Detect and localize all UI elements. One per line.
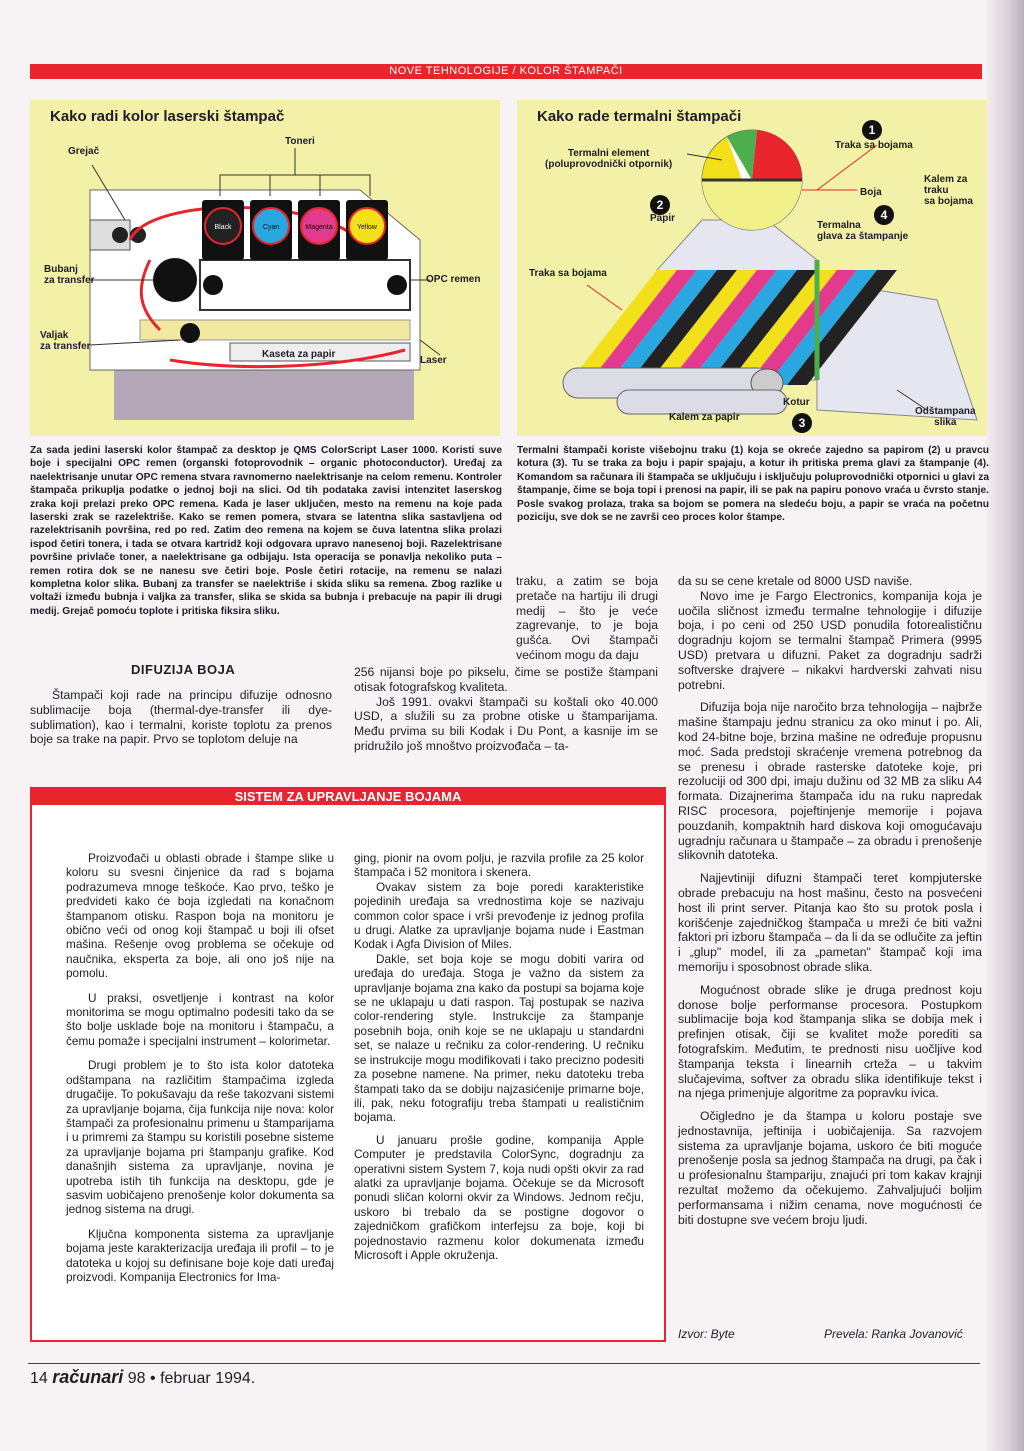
bullet-icon: • — [150, 1370, 156, 1387]
ribbon-left-pointer-line — [587, 285, 622, 310]
marker-1-text: 1 — [868, 123, 876, 137]
difuzija-paragraph-1: Štampači koji rade na principu difuzije odnosno sublimacije boja (thermal-dye-transfer ili dye-sublimation), kao i termalni, koriste toplotu za prenos boje sa trake na papir. Prvo se toplotom deluje na — [30, 688, 332, 747]
sistem-col2-p3: Dakle, set boja koje se mogu dobiti varira od uređaja do uređaja. Stoga je važno da sistem za upravljanje bojama zna kako da postupi sa bojama koje se ne uklapaju u dati raspon. Taj postupak se naziva color-rendering style. Instrukcije za štampanje posebnih boja, onih koje se ne uklapaju u standardni set, se nalaze u rečniku za color-rendering. U rečniku se instrukcije mogu modifikovati i tako precizno podesiti za posebne namene. Na primer, neku datoteku treba štampati tako da se dobiju najzasićenije primarne boje, ili, pak, neku fotografiju treba štampati u realističnim bojama. — [354, 951, 644, 1125]
heater-roller-a — [112, 227, 128, 243]
sistem-col1-p1: Proizvođači u oblasti obrade i štampe slike u koloru su svesni činjenice da rad s bojama podrazumeva mnoge teškoće. Kao prvo, teško je predvideti kako će boja izgledati na konačnom štampanom otisku. Raspon boja na monitoru je obično veći od onog koji štampač u boji ili ofset mašina. Rešenje ovog problema se očekuje od naučnika, eksperta za boje, ali ono još nije na pomolu. — [66, 851, 334, 981]
translator-credit: Prevela: Ranka Jovanović — [824, 1327, 963, 1341]
belt-roller-left — [203, 275, 223, 295]
difuzija-title: DIFUZIJA BOJA — [131, 662, 236, 677]
toner-label-cyan: Cyan — [262, 224, 280, 231]
transfer-drum — [153, 258, 197, 302]
ribbon-pointer-line — [817, 145, 877, 190]
right-paragraph-3: Difuzija boja nije naročito brza tehnologija – najbrže mašine štampaju jednu stranicu za oko minut i po. Ali, kod 24-bitne boje, brzina mašine ne određuje propusnu moć. Sada predstoji skraćenje vremena potrebnog da se prenesu i obrade rasterske datoteke koje, pri rezoluciji od 300 dpi, imaju dužinu od 32 MB za sliku A4 formata. Dizajnerima štampača idu na ruku napredak RISC procesora, pojeftinjenje memorije i pojava pouzdanih, kompaktnih hard diskova koji omogućavaju ugradnju računara u štampače – za obradu i prenošenje slikovnih datoteka. — [678, 700, 982, 863]
label-ribbon-1: Traka sa bojama — [835, 140, 913, 151]
sistem-col1-p2: U praksi, osvetljenje i kontrast na kolor monitorima se mogu optimalno podesiti tako da se što bolje uskladе boje na monitoru i štampaču, a čemu pomaže i specijalni instrument – kolorimetar. — [66, 990, 334, 1048]
sistem-box — [30, 787, 666, 1342]
sistem-col2-p1: ging, pionir na ovom polju, je razvila profile za 25 kolor štampača i 52 monitora i skenera. — [354, 851, 644, 880]
footer-rule — [28, 1363, 980, 1364]
label-toners: Toneri — [285, 136, 315, 147]
toner-label-yellow: Yellow — [357, 224, 377, 231]
sistem-col1-p3: Drugi problem je to što ista kolor datoteka odštampana na različitim štampačima izgleda drugačije. To pokušavaju da reše takozvani sistemi za upravljanje bojama, čija funkcija nije nova: kolor štampači za profesionalnu primenu u štamparijama i u primremi za štampu su koristili posebne sisteme za upravljanje bojama pri štampanju grafike. Kod današnjih sistema za upravljanje, novina je upotreba istih tih funkcija na desktopu, gde je sasvim uobičajeno prenošenje kolor dokumenta sa jednog sistema na drugi. — [66, 1058, 334, 1217]
label-laser: Laser — [420, 355, 447, 366]
difuzija-col-1 — [30, 688, 332, 747]
laser-printer-figure — [30, 100, 500, 436]
label-ribbon-reel: Kalem za traku sa bojama — [924, 174, 973, 207]
sistem-col-1 — [66, 851, 334, 1284]
sistem-title: SISTEM ZA UPRAVLJANJE BOJAMA — [32, 789, 664, 805]
printer-base — [114, 370, 414, 420]
toner-label-black: Black — [214, 224, 232, 231]
laser-pointer-line — [420, 340, 440, 355]
toner-pointer-lines — [220, 148, 370, 196]
label-paper-cassette: Kaseta za papir — [262, 349, 336, 360]
label-transfer-drum: Bubanj za transfer — [44, 264, 95, 286]
right-paragraph-1: da su se cene kretale od 8000 USD naviše. — [678, 574, 913, 588]
page-edge — [986, 0, 1024, 1451]
sistem-col2-p4: U januaru prošle godine, kompanija Apple Computer je predstavila ColorSync, dogradnju za operativni sistem System 7, koja nudi opšti okvir za rad alatki za upravljanje bojama. Očekuje se da Microsoft ponudi sličan kolorni okvir za Windows. Jednom rečju, uskoro bi trebalo da se postigne dogovor o zajedničkom grafičkom interfejsu za boje, koji bi pojednostavio razmenu kolor dokumenata između Microsoft i Apple okruženja. — [354, 1132, 644, 1262]
issue-date: februar 1994. — [160, 1370, 256, 1387]
right-paragraph-5: Mogućnost obrade slike je druga prednost koju donose bolje performanse procesora. Postupkom sublimacije boja kod štampanja slika se dobija mek i prefinjen otisak, čiji se kvalitet može porediti sa fotografskim. Međutim, te prednosti nisu uočljive kod štampanja teksta i linearnih crteža – u takvim slučajevima, softver za obradu slika identifikuje tekst i na njega primenjuje algoritme za popravku ivica. — [678, 982, 982, 1101]
footer — [30, 1366, 255, 1390]
label-paper: Papir — [650, 213, 676, 224]
right-column — [678, 574, 982, 1227]
laser-figure-title: Kako radi kolor laserski štampač — [50, 108, 285, 125]
label-opc-belt: OPC remen — [426, 274, 481, 285]
magazine-name: računari — [52, 1367, 124, 1387]
belt-roller-right — [387, 275, 407, 295]
laser-caption: Za sada jedini laserski kolor štampač za desktop je QMS ColorScript Laser 1000. Koristi suve boje i specijalni OPC remen (organski fotoprovodnik – organic photoconductor). Uređaj za naelektrisanje unutar OPC remena stvara ravnomerno naelektrisanje na celom remenu. Kontroler štampača prikuplja podatke o jednoj boji na slici. Od tih podataka zavisi intenzitet laserskog zraka koji prelazi preko OPC remena. Kada je laser uključen, mesto na remenu na koje pada laserski zrak se razelektriše. Kako se remen pomera, stvara se latentna slika sastavljena od razelektrisanih površina, red po red. Zatim deo remena na kojem se čuva latentna slika prolazi ispod četiri tonera, i tada se otvara kartridž koji odgovara upravo nanesenoj boji. Razelektrisane površine privlače toner, a naelektrisane ga odbijaju. Ista operacija se ponavlja nekoliko puta – remen rotira dok se ne nanesu sve četiri boje. Posle četiri rotacije, na remenu se nalazi kompletna kolor slika. Bubanj za transfer se naelektriše i skida sliku sa remena. Zbog razlike u voltaži između bubnja i valjka za transfer, slika se skida sa bubnja i prebacuje na papir ili drugi medij. Grejač pomoću toplote i pritiska fiksira sliku. — [30, 445, 502, 617]
toner-label-magenta: Magenta — [305, 224, 333, 231]
sistem-col1-p4: Ključna komponenta sistema za upravljanje bojama jeste karakterizacija uređaja ili profil – to je datoteka u kojoj su definisane boje koje dati uređaj proizvodi. Kompanija Electronics for Ima- — [66, 1226, 334, 1284]
right-paragraph-4: Najjevtiniji difuzni štampači teret kompjuterske obrade prebacuju na host mašinu, često na posvećeni host ili print server. Pitanja kao što su protok posla i korišćenje zajedničkog štampača u mreži će biti važni faktori pri izboru štampača – da li da se odlučite za jeftin i „glup" model, ili za „pametan" štampač koji ima memoriju i sposobnost obrade slika. — [678, 871, 982, 974]
difuzija-paragraph-2c: Još 1991. ovakvi štampači su koštali oko 40.000 USD, a služili su za probne otiske u štamparijama. Među prvima su bili Kodak i Du Pont, a kasnije im se pridružilo još mnoštvo proizvođača – ta- — [354, 694, 658, 753]
label-transfer-roller: Valjak za transfer — [40, 330, 91, 352]
label-platen: Kotur — [783, 397, 810, 408]
right-paragraph-2: Novo ime je Fargo Electronics, kompanija koja je uočila sličnost između termalne tehnologije i difuzije boja, i po ceni od 250 USD ponudila fotorealističnu dogradnju kojom se termalni štampač Primera (9995 USD) pretvara u difuzni. Paket za dogradnju sadrži softverske drajvere – nikakvi hardverski zahvati nisu potrebni. — [678, 588, 982, 692]
difuzija-paragraph-2a: traku, a zatim se boja pretače na hartiju ili drugi medij – što je veće zagrevanje, to je boja gušća. Ovi štampači većinom mogu da daju — [516, 574, 658, 662]
difuzija-col-2 — [354, 665, 658, 754]
transfer-roller — [180, 323, 200, 343]
issue-number: 98 — [127, 1370, 146, 1387]
thermal-printer-figure — [517, 100, 987, 436]
marker-3-text: 3 — [798, 416, 806, 430]
sistem-col2-p2: Ovakav sistem za boje poredi karakteristike pojedinih uređaja sa vrednostima koje se nazivaju common color space i vrši prevođenje iz jednog profila u drugi. Alatke za upravljanje bojama nude i Eastman Kodak i Agfa Division of Miles. — [354, 879, 644, 952]
page-number: 14 — [30, 1370, 48, 1387]
marker-2-text: 2 — [656, 198, 664, 212]
thermal-caption: Termalni štampači koriste višebojnu traku (1) koja se okreće zajedno sa papirom (2) u pravcu kotura (3). Tu se traka za boju i papir spajaju, a kotur ih pritiska prema glavi za štampanje (4). Komandom sa računara ili štampača se uključuju i isključuju poluprovodnički otpornici u glavi za štampanje, čime se boja topi i prenosi na papir, ili se pak na papiru ponovo vraća u čvrsto stanje. Posle svakog prolaza, traka sa bojom se pomera na sledeću boju, a papir se vraća na početnu poziciju, sve dok se ne završi ceo proces kolor štampe. — [517, 445, 989, 524]
paper-reel-lower — [617, 390, 787, 414]
laser-printer-diagram — [30, 100, 500, 436]
label-print-head: Termalna glava za štampanje — [817, 220, 909, 242]
marker-4-text: 4 — [880, 208, 888, 222]
label-paper-reel: Kalem za papir — [669, 412, 740, 423]
source-credit: Izvor: Byte — [678, 1327, 735, 1341]
label-printed-image: Odštampana slika — [915, 406, 976, 428]
difuzija-paragraph-2b: 256 nijansi boje po pikselu, čime se postiže štampani otisak fotografskog kvaliteta. — [354, 665, 658, 694]
label-boja: Boja — [860, 187, 882, 198]
difuzija-col-2a — [516, 574, 658, 663]
label-heater: Grejač — [68, 146, 100, 157]
ribbon-red — [752, 130, 802, 180]
sistem-col-2 — [354, 851, 644, 1262]
thermal-figure-title: Kako rade termalni štampači — [537, 108, 742, 125]
right-paragraph-6: Očigledno je da štampa u koloru postaje sve jednostavnija, jeftinija i uobičajenija. Sa razvojem sistema za upravljanje bojama, uskoro će biti moguće prenošenje posla sa jednog štampača na drugi, pa čak i u profesionalnu štampariju, znajući pri tom kakav krajnji rezultat možemo da očekujemo. Zahvaljujući boljim performansama i nižim cenama, nove mogućnosti će biti dostupne sve većem broju ljudi. — [678, 1109, 982, 1227]
section-header: NOVE TEHNOLOGIJE / KOLOR ŠTAMPAČI — [30, 64, 982, 79]
label-thermal-element: Termalni element (poluprovodnički otpornik) — [545, 148, 673, 170]
label-ribbon-left: Traka sa bojama — [529, 268, 607, 279]
